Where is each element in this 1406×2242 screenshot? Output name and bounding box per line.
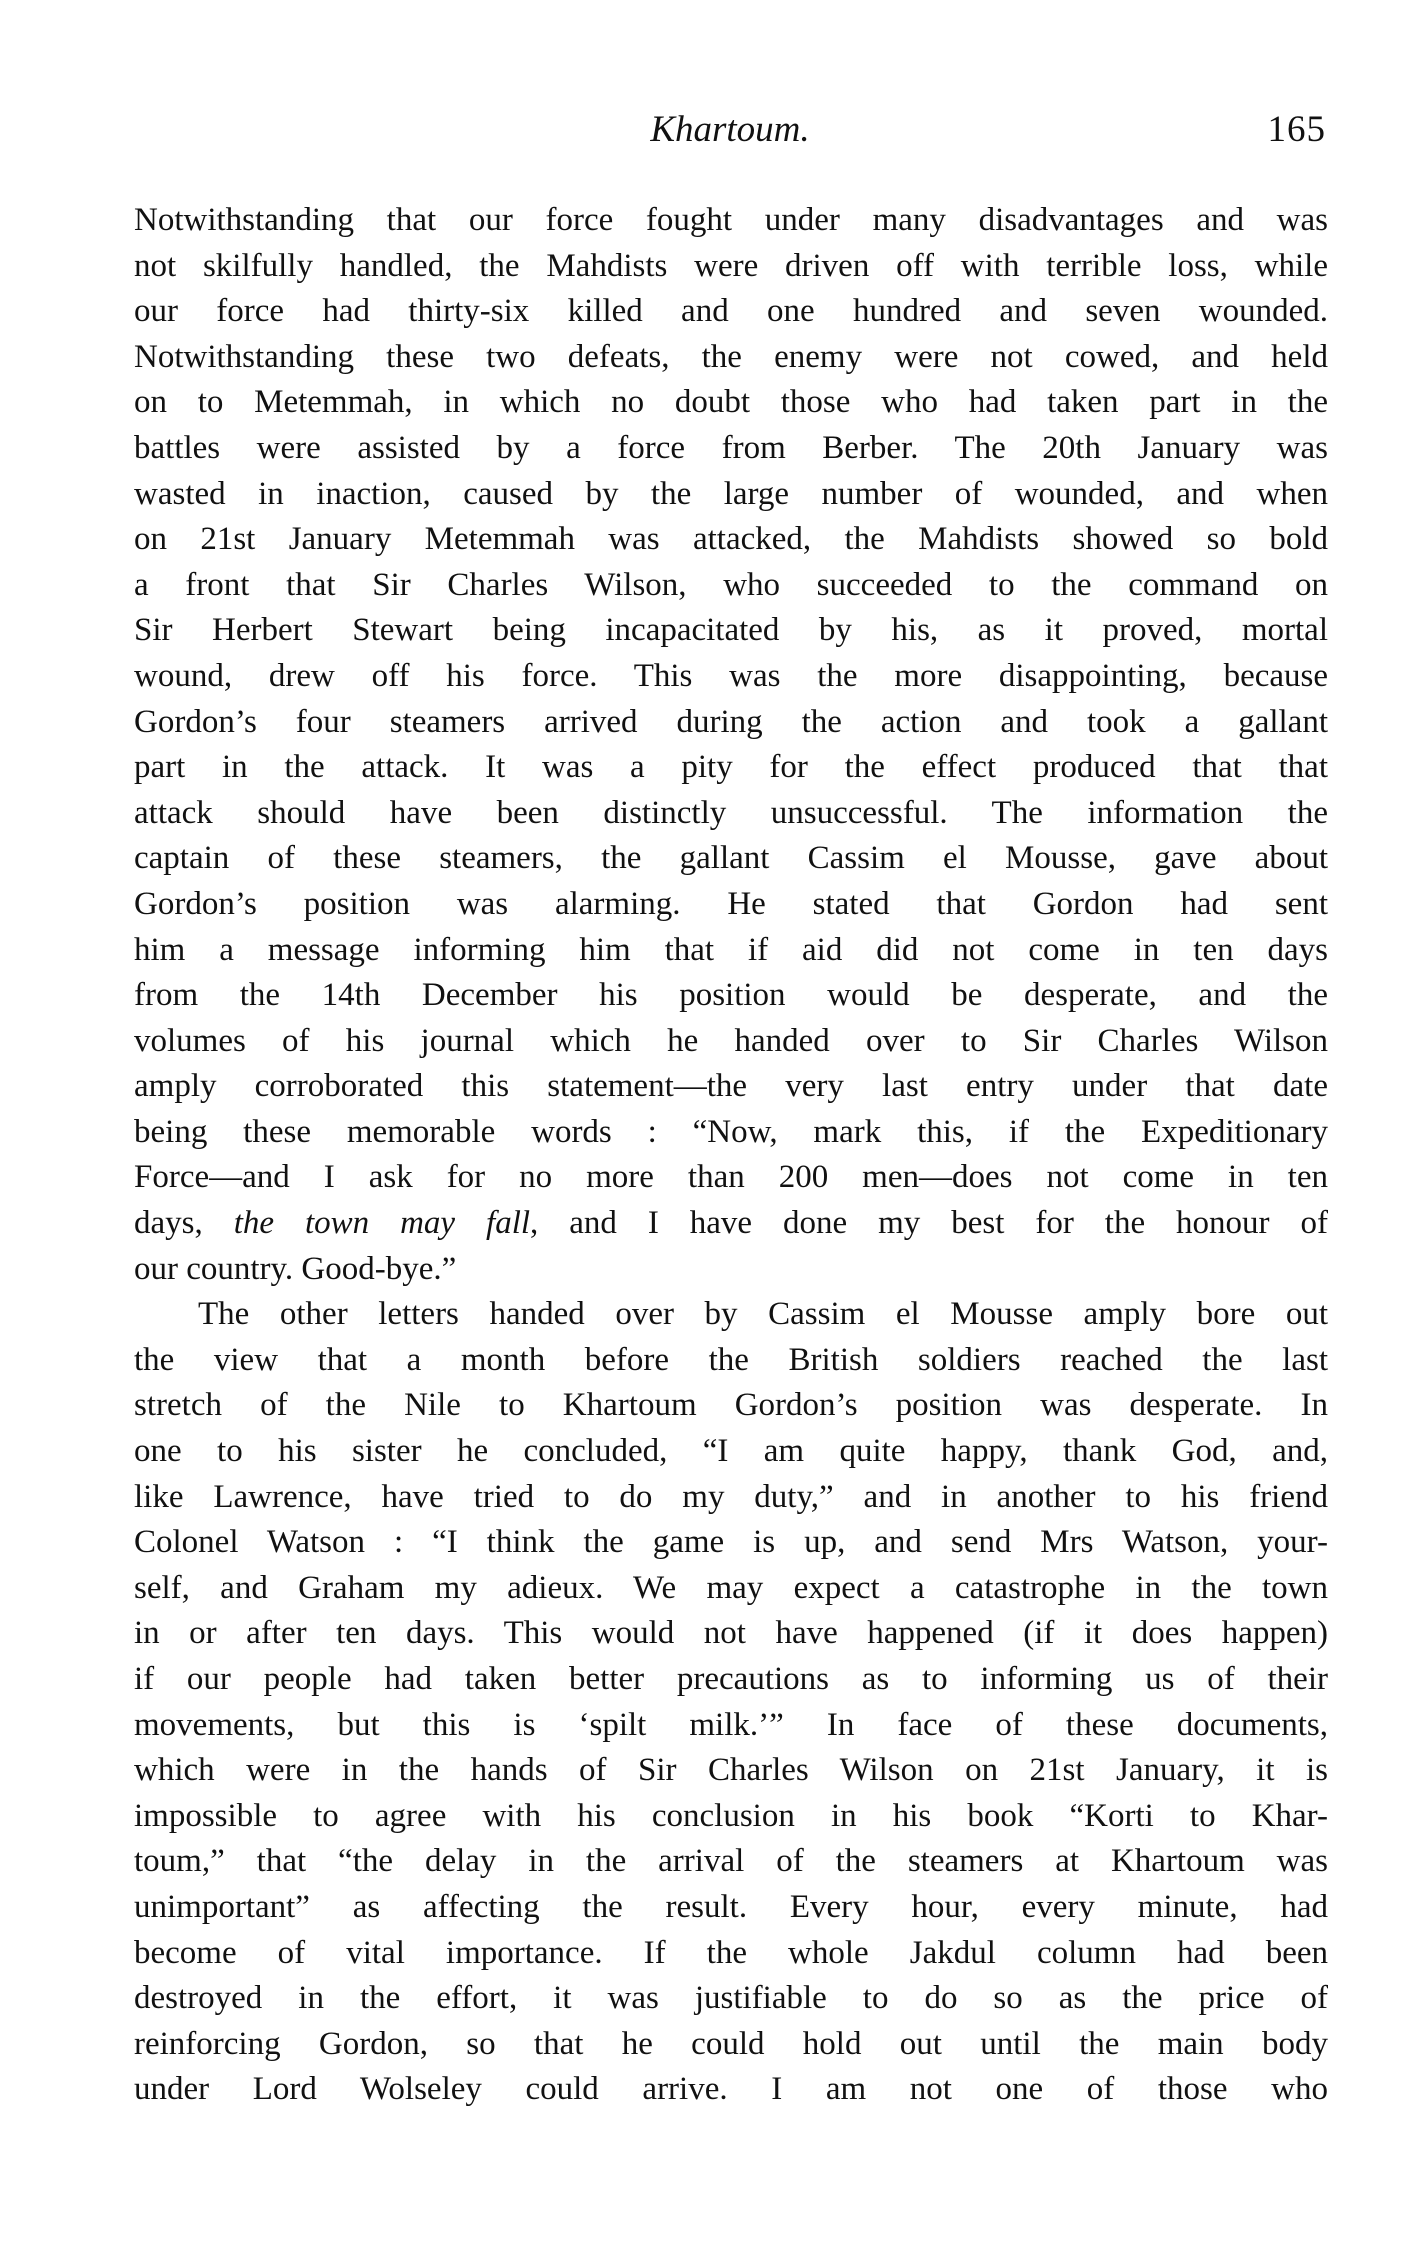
text-line: battles were assisted by a force from Berber. The 20th January was — [134, 429, 1328, 466]
text-line: movements, but this is ‘spilt milk.’” In face of these documents, — [134, 1706, 1328, 1743]
text-line: like Lawrence, have tried to do my duty,” and in another to his friend — [134, 1478, 1328, 1515]
text-line: him a message informing him that if aid did not come in ten days — [134, 931, 1328, 968]
text-segment: , and I have done my best for the honour of — [530, 1205, 1328, 1242]
text-line: our force had thirty-six killed and one hundred and seven wounded. — [134, 293, 1328, 330]
text-line: impossible to agree with his conclusion in his book “Korti to Khar- — [134, 1797, 1328, 1834]
text-line: one to his sister he concluded, “I am quite happy, thank God, and, — [134, 1433, 1328, 1470]
running-title: Khartoum. — [650, 109, 810, 150]
running-header — [134, 108, 1326, 158]
text-line: attack should have been distinctly unsuccessful. The information the — [134, 794, 1328, 831]
text-line: being these memorable words : “Now, mark this, if the Expeditionary — [134, 1113, 1328, 1150]
text-line: Notwithstanding that our force fought under many disadvantages and was — [134, 202, 1328, 238]
text-line: on 21st January Metemmah was attacked, the Mahdists showed so bold — [134, 521, 1328, 558]
text-line: part in the attack. It was a pity for the effect produced that that — [134, 749, 1328, 786]
text-line: on to Metemmah, in which no doubt those who had taken part in the — [134, 384, 1328, 421]
text-line — [134, 1201, 1328, 1247]
text-line: captain of these steamers, the gallant Cassim el Mousse, gave about — [134, 840, 1328, 877]
text-line: the view that a month before the British soldiers reached the last — [134, 1341, 1328, 1378]
text-line: Sir Herbert Stewart being incapacitated by his, as it proved, mortal — [134, 612, 1328, 649]
text-line: The other letters handed over by Cassim el Mousse amply bore out — [198, 1296, 1328, 1333]
text-line: Gordon’s four steamers arrived during the action and took a gallant — [134, 703, 1328, 740]
text-line: stretch of the Nile to Khartoum Gordon’s position was desperate. In — [134, 1387, 1328, 1424]
text-line: self, and Graham my adieux. We may expect a catastrophe in the town — [134, 1569, 1328, 1606]
text-line: amply corroborated this statement—the very last entry under that date — [134, 1068, 1328, 1105]
text-line: which were in the hands of Sir Charles Wilson on 21st January, it is — [134, 1752, 1328, 1789]
text-line: destroyed in the effort, it was justifiable to do so as the price of — [134, 1980, 1328, 2017]
text-line: Gordon’s position was alarming. He stated that Gordon had sent — [134, 885, 1328, 922]
text-line: from the 14th December his position would be desperate, and the — [134, 977, 1328, 1014]
text-line: toum,” that “the delay in the arrival of the steamers at Khartoum was — [134, 1843, 1328, 1880]
page-number: 165 — [1267, 109, 1326, 150]
body-text — [134, 198, 1328, 2113]
text-line: Colonel Watson : “I think the game is up, and send Mrs Watson, your- — [134, 1524, 1328, 1561]
text-line: if our people had taken better precautions as to informing us of their — [134, 1661, 1328, 1697]
italic-emphasis: the town may fall — [233, 1205, 531, 1242]
text-line: wound, drew off his force. This was the more disappointing, because — [134, 657, 1328, 694]
text-line: under Lord Wolseley could arrive. I am not one of those who — [134, 2071, 1328, 2108]
text-line: a front that Sir Charles Wilson, who succeeded to the command on — [134, 566, 1328, 603]
text-line: our country. Good-bye.” — [134, 1250, 457, 1287]
text-line: Notwithstanding these two defeats, the enemy were not cowed, and held — [134, 338, 1328, 375]
text-line: become of vital importance. If the whole Jakdul column had been — [134, 1934, 1328, 1971]
text-line: volumes of his journal which he handed over to Sir Charles Wilson — [134, 1022, 1328, 1059]
text-segment: days, — [134, 1205, 234, 1242]
text-line: in or after ten days. This would not have happened (if it does happen) — [134, 1615, 1328, 1652]
text-line: Force—and I ask for no more than 200 men—does not come in ten — [134, 1159, 1328, 1196]
text-line: unimportant” as affecting the result. Every hour, every minute, had — [134, 1888, 1328, 1925]
text-line: reinforcing Gordon, so that he could hold out until the main body — [134, 2025, 1328, 2062]
text-line: wasted in inaction, caused by the large number of wounded, and when — [134, 475, 1328, 512]
text-line: not skilfully handled, the Mahdists were driven off with terrible loss, while — [134, 247, 1328, 284]
